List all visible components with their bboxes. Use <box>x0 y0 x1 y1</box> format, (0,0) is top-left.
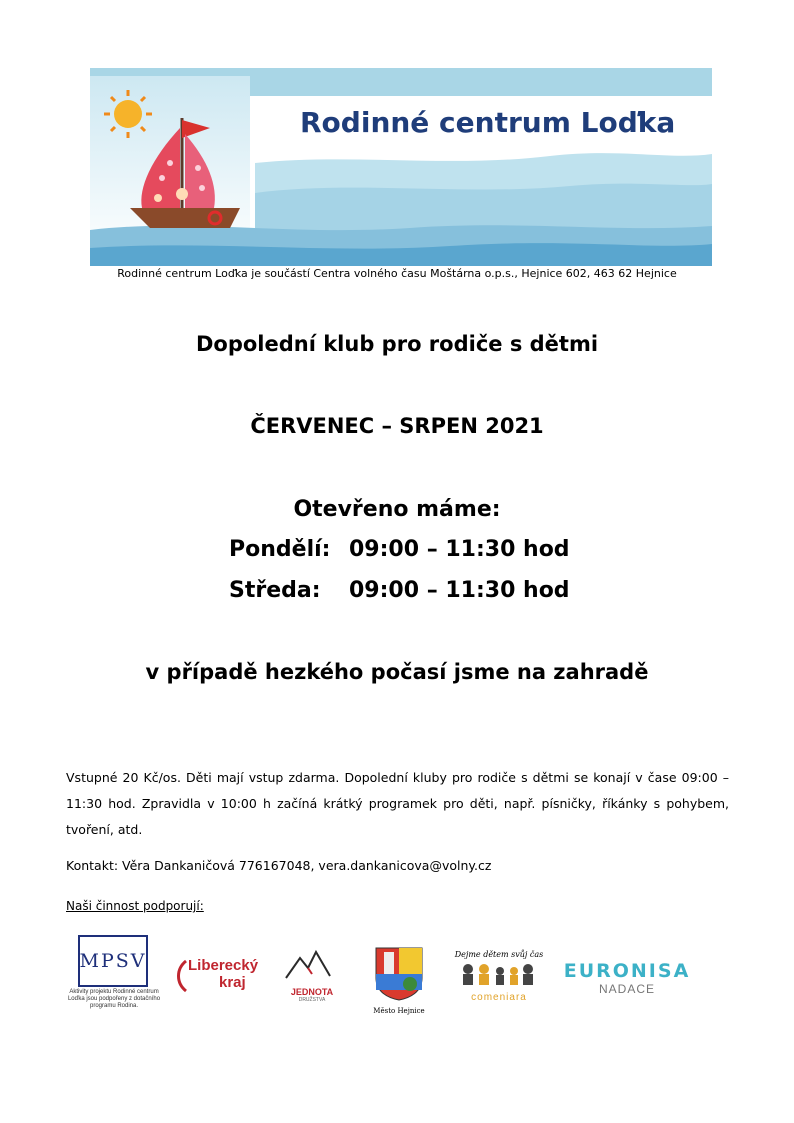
comeniara-logo <box>454 950 544 1012</box>
euronisa-name: EURONISA <box>563 960 691 982</box>
schedule-row <box>229 537 570 562</box>
family-icon <box>454 959 544 987</box>
banner-graphic <box>90 68 712 266</box>
contact-line: Kontakt: Věra Dankaničová 776167048, vera.dankanicova@volny.cz <box>66 858 492 873</box>
schedule-day: Pondělí: <box>229 537 331 562</box>
mpsv-logo <box>66 935 162 1025</box>
coat-of-arms-icon <box>370 944 428 1002</box>
jednota-name: JEDNOTA <box>290 987 334 997</box>
comeniara-name: comeniara <box>471 992 527 1003</box>
mpsv-caption: Aktivity projektu Rodinné centrum Loďka jsou podpořeny z dotačního programu Rodina. <box>67 989 161 1009</box>
euronisa-sub: NADACE <box>598 982 655 996</box>
schedule-time: 09:00 – 11:30 hod <box>349 578 570 603</box>
support-label: Naši činnost podporují: <box>66 899 204 913</box>
open-label: Otevřeno máme: <box>293 497 501 522</box>
mountain-icon <box>282 946 342 982</box>
banner-title: Rodinné centrum Loďka <box>300 106 676 139</box>
hejnice-logo <box>370 944 428 1016</box>
info-paragraph: Vstupné 20 Kč/os. Děti mají vstup zdarma. Dopolední kluby pro rodiče s dětmi se konají v čase 09:00 – 11:30 hod. Zpravidla v 10:00 h začíná krátký programek pro děti, např. písničky, říkánky s pohybem, tvoření, atd. <box>66 770 729 837</box>
mpsv-mark: MPSV <box>78 935 148 987</box>
period-heading: ČERVENEC – SRPEN 2021 <box>250 414 544 438</box>
organization-line: Rodinné centrum Loďka je součástí Centra volného času Moštárna o.p.s., Hejnice 602, 463 62 Hejnice <box>117 267 677 280</box>
schedule-day: Středa: <box>229 578 321 603</box>
weather-note: v případě hezkého počasí jsme na zahradě <box>145 660 649 684</box>
kraj-line1: Liberecký <box>188 957 259 974</box>
kraj-swoosh-icon <box>174 959 188 993</box>
euronisa-logo <box>560 960 694 1004</box>
header-banner <box>90 68 712 266</box>
jednota-sub: DRUŽSTVA <box>298 997 326 1003</box>
hejnice-caption: Město Hejnice <box>373 1007 425 1015</box>
jednota-logo <box>282 946 342 1006</box>
comeniara-slogan: Dejme dětem svůj čas <box>454 950 544 959</box>
club-heading: Dopolední klub pro rodiče s dětmi <box>195 332 599 356</box>
schedule-time: 09:00 – 11:30 hod <box>349 537 570 562</box>
schedule-row <box>229 578 570 603</box>
kraj-line2: kraj <box>219 974 246 991</box>
liberecky-kraj-logo <box>174 957 264 1001</box>
